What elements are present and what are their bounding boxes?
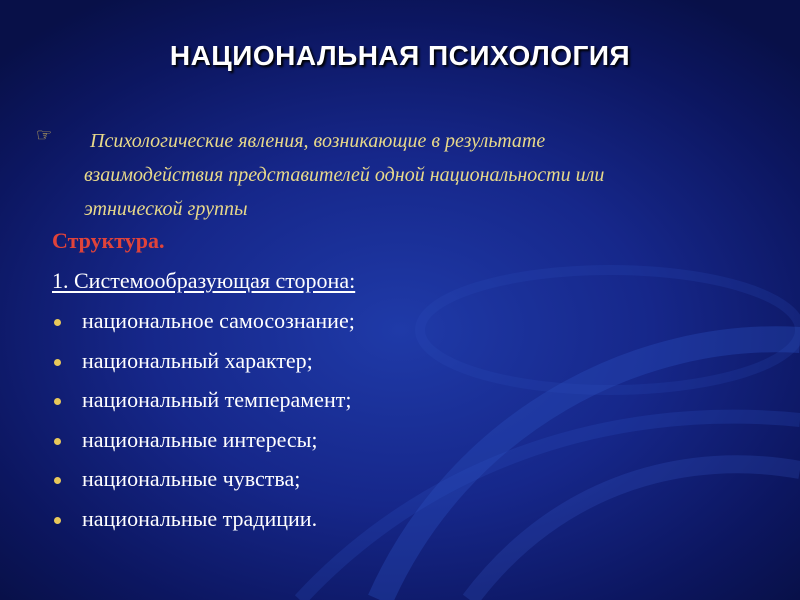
list-item xyxy=(52,506,355,546)
bullet-dot-icon xyxy=(54,477,61,484)
list-item-text: национальные традиции. xyxy=(82,505,318,531)
list-item xyxy=(52,308,355,348)
bullet-list xyxy=(52,308,355,545)
definition-line: взаимодействия представителей одной национальности или xyxy=(84,164,605,186)
list-item-text: национальный характер; xyxy=(82,347,313,373)
definition-line: этнической группы xyxy=(84,198,248,220)
list-item xyxy=(52,348,355,388)
pointing-hand-icon: ☞ xyxy=(36,125,53,145)
list-item-text: национальные интересы; xyxy=(82,426,318,452)
list-item-text: национальные чувства; xyxy=(82,466,301,491)
bullet-dot-icon xyxy=(54,319,61,326)
bullet-dot-icon xyxy=(54,398,61,405)
list-item-text: национальный темперамент; xyxy=(82,387,352,412)
bullet-dot-icon xyxy=(54,359,61,366)
definition-block xyxy=(36,124,776,226)
section-heading: 1. Системообразующая сторона: xyxy=(52,268,356,293)
slide-title: НАЦИОНАЛЬНАЯ ПСИХОЛОГИЯ xyxy=(169,40,631,71)
list-item-text: национальное самосознание; xyxy=(82,308,355,333)
structure-heading: Структура. xyxy=(52,228,165,253)
definition-line: Психологические явления, возникающие в результате xyxy=(90,130,546,152)
bullet-dot-icon xyxy=(54,438,61,445)
list-item xyxy=(52,387,355,427)
list-item xyxy=(52,466,355,506)
definition-text xyxy=(84,124,776,226)
list-item xyxy=(52,427,355,467)
bullet-dot-icon xyxy=(54,517,61,524)
